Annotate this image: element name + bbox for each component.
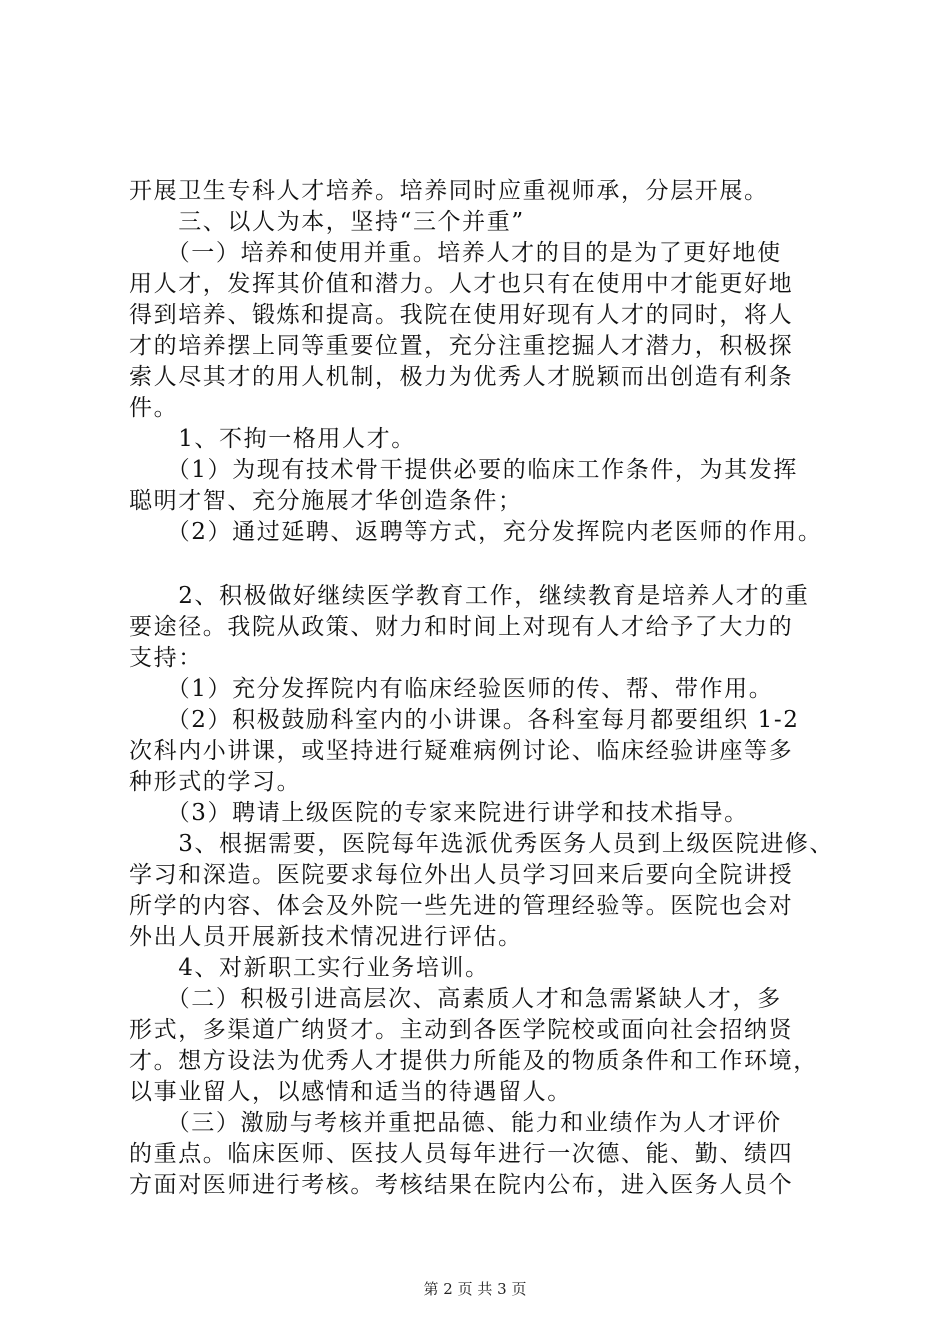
text-line: 学习和深造。医院要求每位外出人员学习回来后要向全院讲授 xyxy=(129,862,794,888)
blank-line xyxy=(129,548,844,581)
text-line: （三）激励与考核并重把品德、能力和业绩作为人才评价 xyxy=(129,1110,782,1136)
text-line: 方面对医师进行考核。考核结果在院内公布，进入医务人员个 xyxy=(129,1172,794,1198)
section-heading: 三、以人为本，坚持“三个并重” xyxy=(129,209,525,235)
text-line: （二）积极引进高层次、高素质人才和急需紧缺人才，多 xyxy=(129,986,782,1012)
text-line: 开展卫生专科人才培养。培养同时应重视师承，分层开展。 xyxy=(129,178,769,204)
text-line: 才。想方设法为优秀人才提供力所能及的物质条件和工作环境， xyxy=(129,1048,818,1074)
text-line: （一）培养和使用并重。培养人才的目的是为了更好地使 xyxy=(129,240,782,266)
text-line: （1）为现有技术骨干提供必要的临床工作条件，为其发挥 xyxy=(129,457,798,483)
document-body xyxy=(129,176,844,1201)
text-line: 1、不拘一格用人才。 xyxy=(129,426,416,452)
page-number-footer: 第 2 页 共 3 页 xyxy=(423,1280,527,1298)
text-line: 外出人员开展新技术情况进行评估。 xyxy=(129,924,523,950)
text-line: 支持： xyxy=(129,645,203,671)
text-line: 4、对新职工实行业务培训。 xyxy=(129,955,490,981)
text-line: 以事业留人，以感情和适当的待遇留人。 xyxy=(129,1079,572,1105)
text-line: 才的培养摆上同等重要位置，充分注重挖掘人才潜力，积极探 xyxy=(129,333,794,359)
text-line: （1）充分发挥院内有临床经验医师的传、帮、带作用。 xyxy=(129,676,774,702)
text-line: 次科内小讲课，或坚持进行疑难病例讨论、临床经验讲座等多 xyxy=(129,738,794,764)
text-line: 聪明才智、充分施展才华创造条件； xyxy=(129,488,523,514)
text-line: 得到培养、锻炼和提高。我院在使用好现有人才的同时，将人 xyxy=(129,302,794,328)
text-line: （2）积极鼓励科室内的小讲课。各科室每月都要组织 1-2 xyxy=(129,707,800,733)
text-line: 2、积极做好继续医学教育工作，继续教育是培养人才的重 xyxy=(129,583,810,609)
text-line: 索人尽其才的用人机制，极力为优秀人才脱颖而出创造有利条 xyxy=(129,364,794,390)
text-line: （3）聘请上级医院的专家来院进行讲学和技术指导。 xyxy=(129,800,749,826)
text-line: 3、根据需要，医院每年选派优秀医务人员到上级医院进修、 xyxy=(129,831,835,857)
text-line: 种形式的学习。 xyxy=(129,769,302,795)
text-line: 件。 xyxy=(129,395,179,421)
text-line: 用人才，发挥其价值和潜力。人才也只有在使用中才能更好地 xyxy=(129,271,794,297)
text-line: （2）通过延聘、返聘等方式，充分发挥院内老医师的作用。 xyxy=(129,519,823,545)
text-line: 要途径。我院从政策、财力和时间上对现有人才给予了大力的 xyxy=(129,614,794,640)
text-line: 形式，多渠道广纳贤才。主动到各医学院校或面向社会招纳贤 xyxy=(129,1017,794,1043)
text-line: 所学的内容、体会及外院一些先进的管理经验等。医院也会对 xyxy=(129,893,794,919)
text-line: 的重点。临床医师、医技人员每年进行一次德、能、勤、绩四 xyxy=(129,1141,794,1167)
